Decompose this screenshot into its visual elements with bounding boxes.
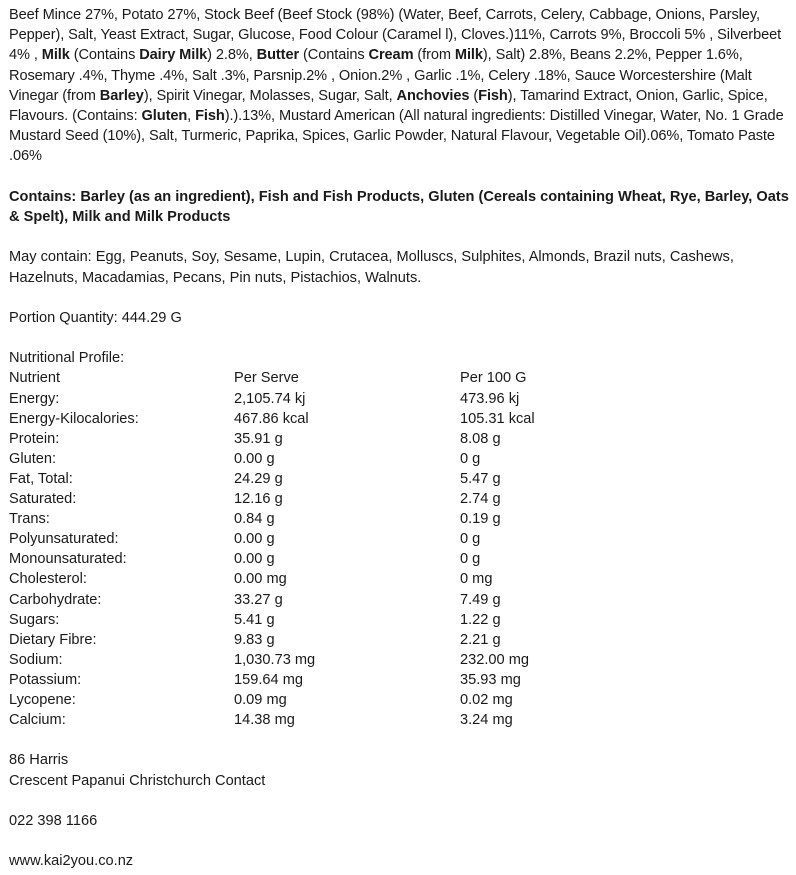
nutrition-table bbox=[9, 348, 787, 730]
nutrient-name: Cholesterol: bbox=[9, 571, 87, 588]
nutrient-name: Protein: bbox=[9, 430, 60, 447]
nutrient-name: Gluten: bbox=[9, 450, 57, 467]
per-100g-value: 473.96 kj bbox=[460, 390, 520, 407]
header-per-100g: Per 100 G bbox=[460, 370, 527, 387]
per-serve-value: 33.27 g bbox=[234, 591, 283, 608]
per-100g-value: 1.22 g bbox=[460, 611, 501, 628]
ingredient-allergen: Butter bbox=[256, 47, 300, 64]
nutrition-row bbox=[9, 469, 787, 489]
nutrition-row bbox=[9, 409, 787, 429]
header-per-serve: Per Serve bbox=[234, 370, 299, 387]
per-100g-value: 0.02 mg bbox=[460, 691, 513, 708]
nutrient-name: Fat, Total: bbox=[9, 470, 73, 487]
spacer bbox=[9, 167, 787, 187]
ingredient-allergen: Gluten bbox=[141, 108, 188, 125]
nutrition-title-text: Nutritional Profile: bbox=[9, 350, 125, 367]
address-line-2: Crescent Papanui Christchurch Contact bbox=[9, 772, 266, 789]
per-serve-value: 0.09 mg bbox=[234, 691, 287, 708]
per-serve-value: 0.00 g bbox=[234, 531, 275, 548]
nutrient-name: Energy-Kilocalories: bbox=[9, 410, 139, 427]
per-serve-value: 24.29 g bbox=[234, 470, 283, 487]
spacer bbox=[9, 328, 787, 348]
nutrition-row bbox=[9, 449, 787, 469]
ingredient-allergen: Anchovies bbox=[396, 87, 470, 104]
nutrient-name: Energy: bbox=[9, 390, 60, 407]
nutrient-name: Potassium: bbox=[9, 671, 82, 688]
per-serve-value: 9.83 g bbox=[234, 631, 275, 648]
nutrient-name: Lycopene: bbox=[9, 691, 76, 708]
nutrition-row bbox=[9, 650, 787, 670]
per-100g-value: 0 mg bbox=[460, 571, 493, 588]
per-100g-value: 0 g bbox=[460, 551, 481, 568]
ingredient-allergen: Milk bbox=[41, 47, 70, 64]
ingredient-text: ) 2.8%, bbox=[207, 47, 257, 64]
per-serve-value: 2,105.74 kj bbox=[234, 390, 306, 407]
per-100g-value: 5.47 g bbox=[460, 470, 501, 487]
address-line-1: 86 Harris bbox=[9, 752, 69, 769]
per-100g-value: 232.00 mg bbox=[460, 651, 529, 668]
per-serve-value: 0.00 mg bbox=[234, 571, 287, 588]
spacer bbox=[9, 730, 787, 750]
per-100g-value: 35.93 mg bbox=[460, 671, 521, 688]
per-serve-value: 159.64 mg bbox=[234, 671, 303, 688]
ingredient-text: (Contains bbox=[299, 47, 369, 64]
nutrition-rows bbox=[9, 389, 787, 731]
ingredient-text: ), Tamarind Extract, Onion, Garlic, Spice, Flavours. (Contains: bbox=[9, 87, 768, 125]
ingredient-allergen: Fish bbox=[195, 108, 225, 125]
nutrient-name: Calcium: bbox=[9, 712, 66, 729]
ingredient-text: ), Salt) 2.8%, Beans 2.2%, Pepper 1.6%, Rosemary .4%, Thyme .4%, Salt .3%, Parsnip.2% , Onion.2% , Garlic .1%, Celery .18%, Sauce Worcestershire (Malt Vinegar (from bbox=[9, 47, 752, 104]
ingredient-text: , bbox=[187, 108, 196, 125]
ingredient-allergen: Milk bbox=[454, 47, 483, 64]
nutrient-name: Sugars: bbox=[9, 611, 60, 628]
phone-number: 022 398 1166 bbox=[9, 812, 98, 829]
nutrition-row bbox=[9, 489, 787, 509]
nutrient-name: Trans: bbox=[9, 511, 50, 528]
per-100g-value: 0 g bbox=[460, 531, 481, 548]
per-serve-value: 0.00 g bbox=[234, 551, 275, 568]
ingredient-text: ( bbox=[469, 87, 479, 104]
nutrition-row bbox=[9, 630, 787, 650]
per-serve-value: 35.91 g bbox=[234, 430, 283, 447]
spacer bbox=[9, 831, 787, 851]
per-100g-value: 3.24 mg bbox=[460, 712, 513, 729]
nutrient-name: Sodium: bbox=[9, 651, 63, 668]
nutrition-row bbox=[9, 610, 787, 630]
per-100g-value: 105.31 kcal bbox=[460, 410, 535, 427]
nutrition-row bbox=[9, 529, 787, 549]
may-contain: May contain: Egg, Peanuts, Soy, Sesame, Lupin, Crutacea, Molluscs, Sulphites, Almonds, Brazil nuts, Cashews, Hazelnuts, Macadamias, Pecans, Pin nuts, Pistachios, Walnuts. bbox=[9, 249, 734, 286]
nutrition-row bbox=[9, 690, 787, 710]
per-serve-value: 1,030.73 mg bbox=[234, 651, 316, 668]
spacer bbox=[9, 791, 787, 811]
nutrition-row bbox=[9, 389, 787, 409]
nutrition-row bbox=[9, 590, 787, 610]
ingredients-list bbox=[9, 5, 795, 167]
per-serve-value: 0.84 g bbox=[234, 511, 275, 528]
nutrition-row bbox=[9, 670, 787, 690]
per-100g-value: 0 g bbox=[460, 450, 481, 467]
per-100g-value: 8.08 g bbox=[460, 430, 501, 447]
ingredient-allergen: Cream bbox=[368, 47, 414, 64]
nutrient-name: Dietary Fibre: bbox=[9, 631, 97, 648]
per-100g-value: 7.49 g bbox=[460, 591, 501, 608]
ingredient-allergen: Dairy Milk bbox=[139, 47, 208, 64]
per-serve-value: 467.86 kcal bbox=[234, 410, 309, 427]
nutrition-title bbox=[9, 348, 787, 368]
header-nutrient: Nutrient bbox=[9, 370, 61, 387]
ingredient-text: ), Spirit Vinegar, Molasses, Sugar, Salt, bbox=[143, 87, 397, 104]
nutrition-row bbox=[9, 710, 787, 730]
ingredient-text: Beef Mince 27%, Potato 27%, Stock Beef (Beef Stock (98%) (Water, Beef, Carrots, Celery, Cabbage, Onions, Parsley, Pepper), Salt, Yeast Extract, Sugar, Glucose, Food Colour (Caramel l), Cloves.)11%, Carrots 9%, Broccoli 5% , Silverbeet 4% , bbox=[9, 7, 782, 64]
ingredient-allergen: Barley bbox=[99, 87, 144, 104]
spacer bbox=[9, 227, 787, 247]
per-serve-value: 5.41 g bbox=[234, 611, 275, 628]
ingredient-text: ).).13%, Mustard American (All natural ingredients: Distilled Vinegar, Water, No. 1 Grade Mustard Seed (10%), Salt, Turmeric, Paprika, Spices, Garlic Powder, Natural Flavour, Vegetable Oil).06%, Tomato Paste .06% bbox=[9, 108, 784, 165]
per-serve-value: 14.38 mg bbox=[234, 712, 295, 729]
nutrient-name: Polyunsaturated: bbox=[9, 531, 119, 548]
portion-quantity: Portion Quantity: 444.29 G bbox=[9, 310, 182, 326]
per-100g-value: 2.21 g bbox=[460, 631, 501, 648]
spacer bbox=[9, 288, 787, 308]
nutrition-row bbox=[9, 509, 787, 529]
per-100g-value: 2.74 g bbox=[460, 491, 501, 508]
nutrition-row bbox=[9, 429, 787, 449]
nutrient-name: Monounsaturated: bbox=[9, 551, 127, 568]
website-url: www.kai2you.co.nz bbox=[9, 853, 134, 870]
ingredient-text: (from bbox=[413, 47, 455, 64]
allergen-contains: Contains: Barley (as an ingredient), Fish and Fish Products, Gluten (Cereals containing Wheat, Rye, Barley, Oats & Spelt), Milk and Milk Products bbox=[9, 188, 789, 226]
per-serve-value: 12.16 g bbox=[234, 491, 283, 508]
per-serve-value: 0.00 g bbox=[234, 450, 275, 467]
ingredient-allergen: Fish bbox=[478, 87, 508, 104]
per-100g-value: 0.19 g bbox=[460, 511, 501, 528]
nutrient-name: Carbohydrate: bbox=[9, 591, 102, 608]
nutrient-name: Saturated: bbox=[9, 491, 77, 508]
nutrition-row bbox=[9, 569, 787, 589]
nutrition-header-row bbox=[9, 368, 787, 388]
nutrition-row bbox=[9, 549, 787, 569]
ingredient-text: (Contains bbox=[69, 47, 140, 64]
